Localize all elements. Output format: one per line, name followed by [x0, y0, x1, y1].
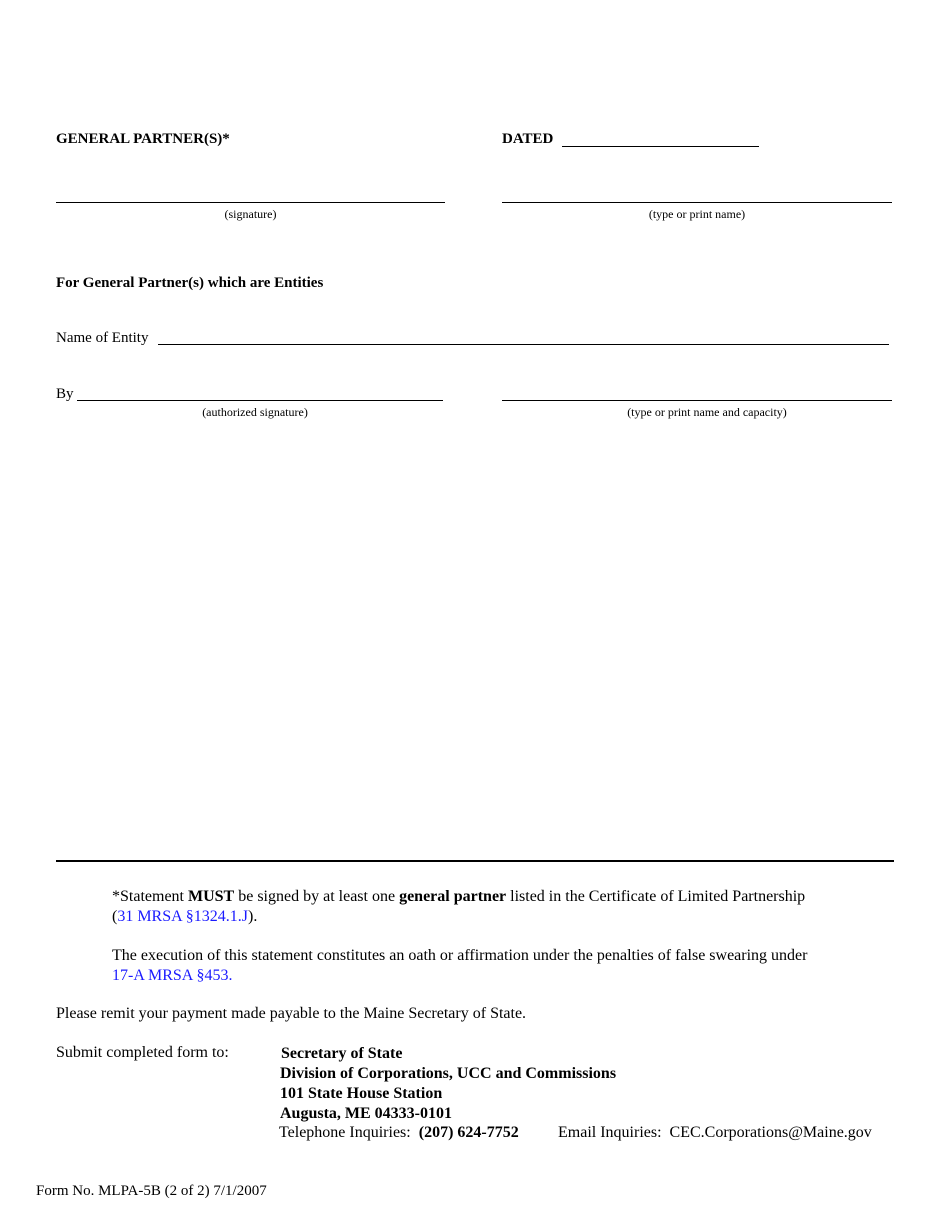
paren-close: ). [248, 908, 258, 925]
email-address: CEC.Corporations@Maine.gov [669, 1124, 872, 1141]
authorized-signature-caption: (authorized signature) [202, 405, 308, 419]
signature-caption: (signature) [224, 207, 277, 221]
payment-note: Please remit your payment made payable to the Maine Secretary of State. [56, 1005, 527, 1022]
telephone-inquiries [279, 1124, 519, 1142]
form-number-footer: Form No. MLPA-5B (2 of 2) 7/1/2007 [36, 1183, 267, 1199]
dated-label: DATED [502, 131, 554, 147]
statement-suffix: listed in the Certificate of Limited Partnership [506, 888, 806, 905]
print-name-capacity-caption: (type or print name and capacity) [627, 405, 787, 419]
paren-open: ( [112, 908, 118, 925]
general-partner-emphasis: general partner [399, 888, 507, 905]
oath-note [112, 946, 902, 986]
print-name-capacity-field[interactable] [502, 400, 892, 401]
entity-heading: For General Partner(s) which are Entities [56, 275, 324, 291]
name-of-entity-field[interactable] [158, 344, 889, 345]
citation-period: . [228, 967, 233, 984]
citation-link-17a-mrsa[interactable]: 17-A MRSA §453 [112, 967, 229, 984]
must-emphasis: MUST [187, 888, 235, 905]
statement-prefix: *Statement [112, 888, 188, 905]
section-divider [56, 860, 894, 862]
address-line-1: Secretary of State [281, 1045, 403, 1062]
telephone-label: Telephone Inquiries: [279, 1124, 411, 1141]
signature-field[interactable] [56, 202, 445, 203]
print-name-field[interactable] [502, 202, 892, 203]
address-line-3: 101 State House Station [280, 1085, 443, 1102]
submit-label: Submit completed form to: [56, 1044, 229, 1061]
by-label: By [56, 386, 74, 402]
dated-field[interactable] [562, 146, 759, 147]
mailing-address [280, 1044, 616, 1124]
email-label: Email Inquiries: [558, 1124, 662, 1141]
name-of-entity-label: Name of Entity [56, 330, 149, 346]
address-line-2: Division of Corporations, UCC and Commissions [280, 1065, 617, 1082]
general-partners-label: GENERAL PARTNER(S)* [56, 131, 230, 147]
email-inquiries [558, 1124, 872, 1142]
authorized-signature-field[interactable] [77, 400, 443, 401]
address-line-4: Augusta, ME 04333-0101 [280, 1105, 453, 1122]
oath-text: The execution of this statement constitutes an oath or affirmation under the penalties of false swearing under [112, 947, 808, 964]
telephone-number: (207) 624-7752 [418, 1124, 519, 1141]
statement-note [112, 887, 892, 927]
citation-link-31-mrsa[interactable]: 31 MRSA §1324.1.J [117, 908, 249, 925]
statement-mid: be signed by at least one [234, 888, 400, 905]
print-name-caption: (type or print name) [648, 207, 746, 221]
